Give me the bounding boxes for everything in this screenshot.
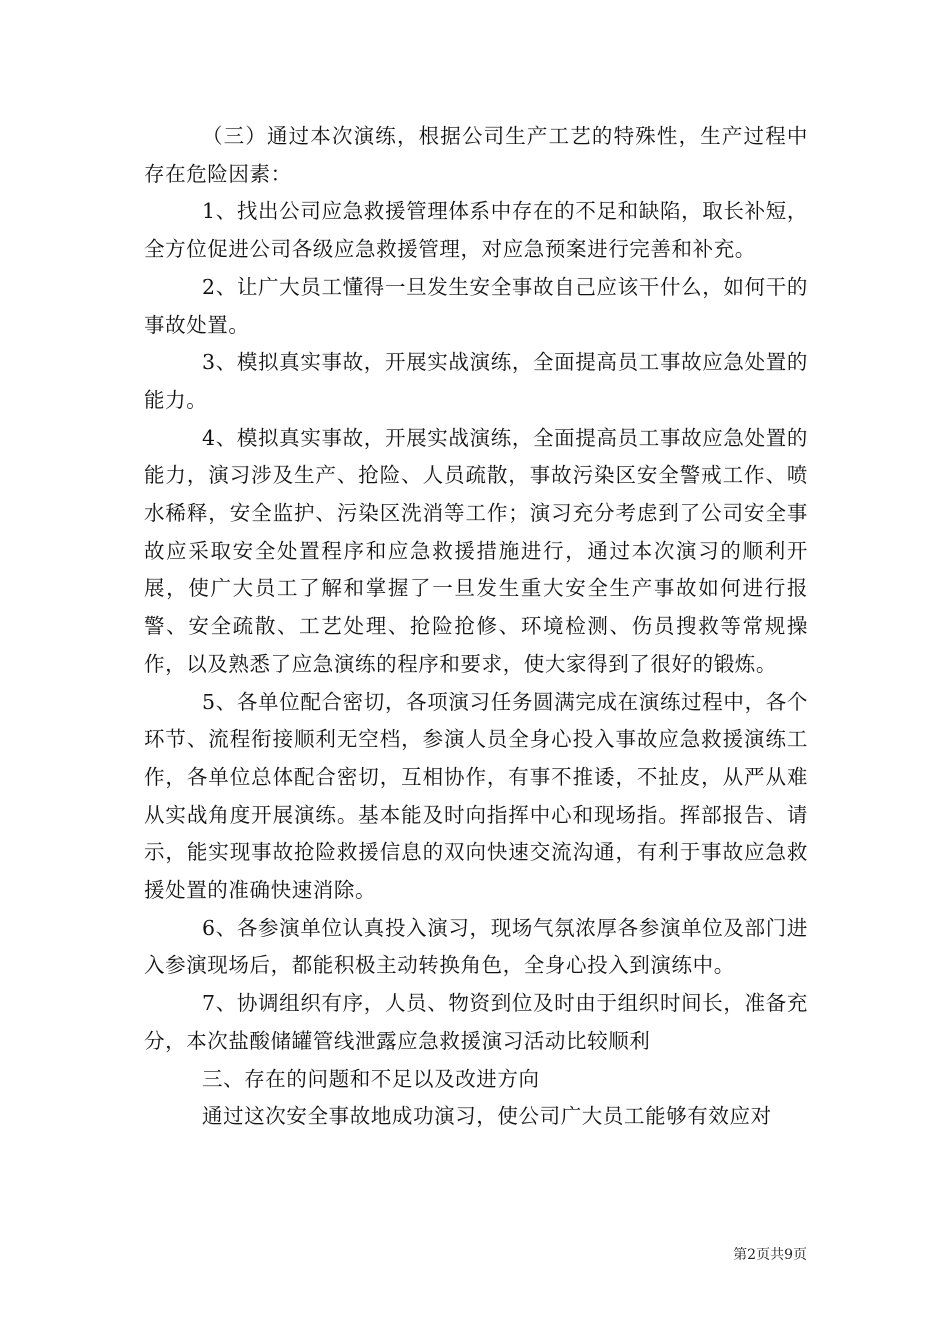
- document-body: [144, 118, 808, 1136]
- paragraph-item-4: 4、模拟真实事故，开展实战演练，全面提高员工事故应急处置的能力，演习涉及生产、抢险、人员疏散，事故污染区安全警戒工作、喷水稀释，安全监护、污染区洗消等工作；演习充分考虑到了公司安全事故应采取安全处置程序和应急救援措施进行，通过本次演习的顺利开展，使广大员工了解和掌握了一旦发生重大安全生产事故如何进行报警、安全疏散、工艺处理、抢险抢修、环境检测、伤员搜救等常规操作，以及熟悉了应急演练的程序和要求，使大家得到了很好的锻炼。: [144, 425, 808, 676]
- section-heading-problems: 三、存在的问题和不足以及改进方向: [202, 1066, 540, 1091]
- paragraph-item-5: 5、各单位配合密切，各项演习任务圆满完成在演练过程中，各个环节、流程衔接顺利无空档，参演人员全身心投入事故应急救援演练工作，各单位总体配合密切，互相协作，有事不推诿，不扯皮，从严从难从实战角度开展演练。基本能及时向指挥中心和现场指。挥部报告、请示，能实现事故抢险救援信息的双向快速交流沟通，有利于事故应急救援处置的准确快速消除。: [144, 689, 808, 903]
- paragraph-item-1: 1、找出公司应急救援管理体系中存在的不足和缺陷，取长补短，全方位促进公司各级应急救援管理，对应急预案进行完善和补充。: [144, 199, 808, 262]
- paragraph-intro: （三）通过本次演练，根据公司生产工艺的特殊性，生产过程中存在危险因素：: [144, 124, 808, 186]
- paragraph-item-6: 6、各参演单位认真投入演习，现场气氛浓厚各参演单位及部门进入参演现场后，都能积极主动转换角色，全身心投入到演练中。: [144, 915, 808, 978]
- paragraph-item-3: 3、模拟真实事故，开展实战演练，全面提高员工事故应急处置的能力。: [144, 350, 808, 412]
- paragraph-item-7: 7、协调组织有序，人员、物资到位及时由于组织时间长，准备充分，本次盐酸储罐管线泄露应急救援演习活动比较顺利: [144, 991, 808, 1053]
- paragraph-conclusion: 通过这次安全事故地成功演习，使公司广大员工能够有效应对: [202, 1104, 772, 1129]
- paragraph-item-2: 2、让广大员工懂得一旦发生安全事故自己应该干什么，如何干的事故处置。: [144, 274, 808, 337]
- page-number: 第2页共9页: [733, 1247, 807, 1263]
